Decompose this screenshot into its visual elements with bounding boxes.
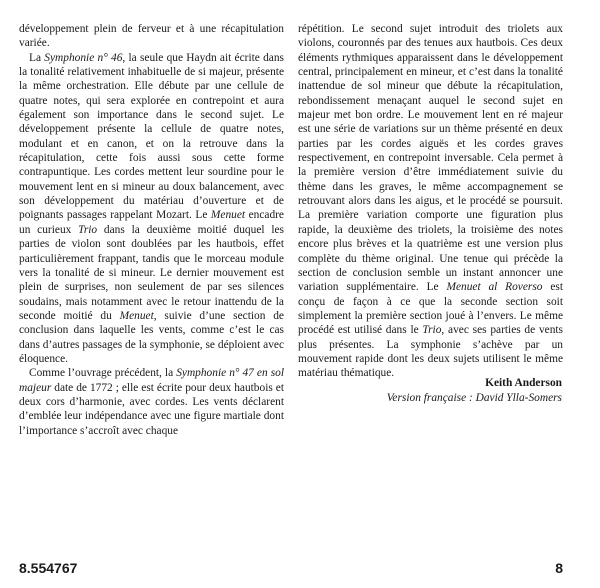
text-run: , avec ses parties de vents plus présentes. La symphonie s’achève par un mouvement rapide dont les deux sujets utilisent le même matériau thématique. [298, 324, 563, 380]
italic-title: Menuet al Roverso [446, 281, 543, 294]
text-run: date de 1772 ; elle est écrite pour deux hautbois et deux cors d’harmonie, avec cordes. Les vents déclarent d’emblée leur indépendance avec une figure martiale dont l’importance s’accroît avec chaque [19, 381, 284, 437]
italic-title: Symphonie n° 47 en sol majeur [19, 367, 284, 394]
paragraph [19, 366, 284, 438]
text-run: dans la deuxième moitié duquel les parties de violon sont doublées par les hautbois, effet particulièrement frappant, tandis que le morceau module vers la tonalité de si mineur. Le dernier mouvement est plein de surprises, non seulement de par ses silences soudains, mais notamment avec le retour inattendu de la seconde moitié du [19, 223, 284, 322]
signature-block [387, 376, 562, 405]
italic-title: Menuet [210, 209, 246, 222]
page-number: 8 [555, 560, 563, 576]
text-run: encadre un curieux [19, 209, 284, 236]
text-run: Comme l’ouvrage précédent, la [29, 367, 177, 380]
text-run: développement plein de ferveur et à une récapitulation variée. [19, 23, 284, 50]
translation-credit: Version française : David Ylla-Somers [386, 391, 562, 404]
italic-title: Trio [78, 223, 98, 236]
author-name: Keith Anderson [485, 377, 562, 389]
paragraph [19, 51, 284, 367]
paragraph [298, 22, 563, 381]
left-column [19, 22, 284, 438]
text-run: , suivie d’une section de conclusion dans laquelle les vents, comme c’est le cas dans d’autres passages de la symphonie, se déploient avec éloquence. [19, 309, 284, 365]
right-column [298, 22, 563, 381]
catalog-number: 8.554767 [19, 560, 78, 576]
italic-title: Trio [422, 324, 442, 337]
italic-title: Menuet [119, 309, 154, 322]
paragraph [19, 22, 284, 51]
text-run: , la seule que Haydn ait écrite dans la tonalité relativement inhabituelle de si majeur, présente la même orchestration. Elle débute par une cellule de quatre notes, qui sera explorée en contrepoint et aura également son importance dans le second sujet. Le développement présente la cellule de quatre notes, modulant et en canon, et on la retrouve dans la récapitulation, cette fois aussi sous cette forme contrapuntique. Les cordes mettent leur sourdine pour le mouvement lent en si mineur au doux balancement, avec son développement du matériau d’ouverture et de poignants passages rappelant Mozart. Le [19, 51, 284, 222]
text-run: répétition. Le second sujet introduit des triolets aux violons, couronnés par des tenues aux hautbois. Ces deux éléments rythmiques apparaissent dans le développement central, principalement en mineur, et c’est dans la tonalité inattendue de sol mineur que débute la récapitulation, rebondissement menaçant auquel le second sujet en majeur met bon ordre. Le mouvement lent en ré majeur est une série de variations sur un thème présenté en deux parties par les cordes aiguës et les cordes graves respectivement, en contrepoint inversable. Cela permet à la première version d’être immédiatement suivie du thème dans les graves, le même accompagnement se retrouvant alors dans les aigus, et le procédé se poursuit. La première variation comporte une figuration plus rapide, la deuxième des triolets, la troisième des notes encore plus brèves et la quatrième est une version plus complète du thème original. Une tenue qui précède la section de conclusion semble un instant annoncer une variation supplémentaire. Le [298, 23, 563, 294]
text-run: est conçu de façon à ce que la seconde section soit simplement la première section joué à l’envers. Le même procédé est utilisé dans le [298, 281, 563, 337]
text-run: La [29, 51, 45, 64]
italic-title: Symphonie n° 46 [44, 51, 123, 64]
